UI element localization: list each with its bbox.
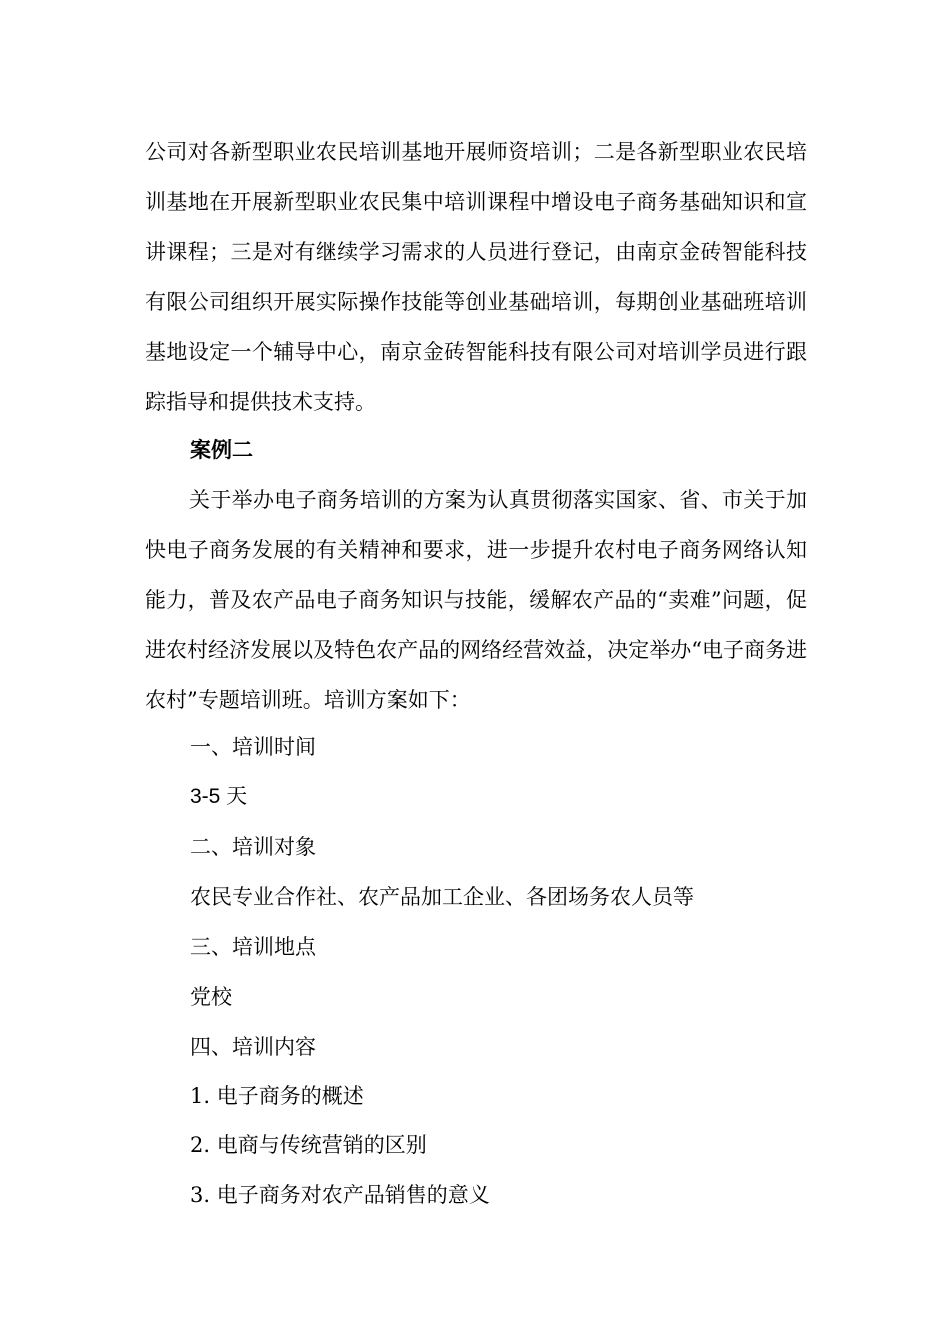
content-item-2: 2. 电商与传统营销的区别 — [190, 1133, 427, 1157]
section-4-title: 四、培训内容 — [190, 1035, 316, 1059]
section-2-body: 农民专业合作社、农产品加工企业、各团场务农人员等 — [190, 885, 694, 909]
content-item-1: 1. 电子商务的概述 — [190, 1084, 364, 1108]
content-item-3: 3. 电子商务对农产品销售的意义 — [190, 1183, 490, 1207]
section-2-title: 二、培训对象 — [190, 835, 316, 859]
section-1-title: 一、培训时间 — [190, 735, 316, 759]
body-paragraph-2: 关于举办电子商务培训的方案为认真贯彻落实国家、省、市关于加快电子商务发展的有关精神和要求，进一步提升农村电子商务网络认知能力，普及农产品电子商务知识与技能，缓解农产品的“卖难”问题，促进农村经济发展以及特色农产品的网络经营效益，决定举办“电子商务进农村”专题培训班。培训方案如下： — [145, 488, 807, 712]
section-3-body: 党校 — [190, 985, 232, 1009]
body-paragraph-1: 公司对各新型职业农民培训基地开展师资培训；二是各新型职业农民培训基地在开展新型职业农民集中培训课程中增设电子商务基础知识和宣讲课程；三是对有继续学习需求的人员进行登记，由南京金砖智能科技有限公司组织开展实际操作技能等创业基础培训，每期创业基础班培训基地设定一个辅导中心，南京金砖智能科技有限公司对培训学员进行跟踪指导和提供技术支持。 — [145, 140, 807, 414]
case-heading: 案例二 — [190, 437, 253, 462]
section-1-body: 3-5 天 — [190, 785, 248, 808]
section-3-title: 三、培训地点 — [190, 935, 316, 959]
